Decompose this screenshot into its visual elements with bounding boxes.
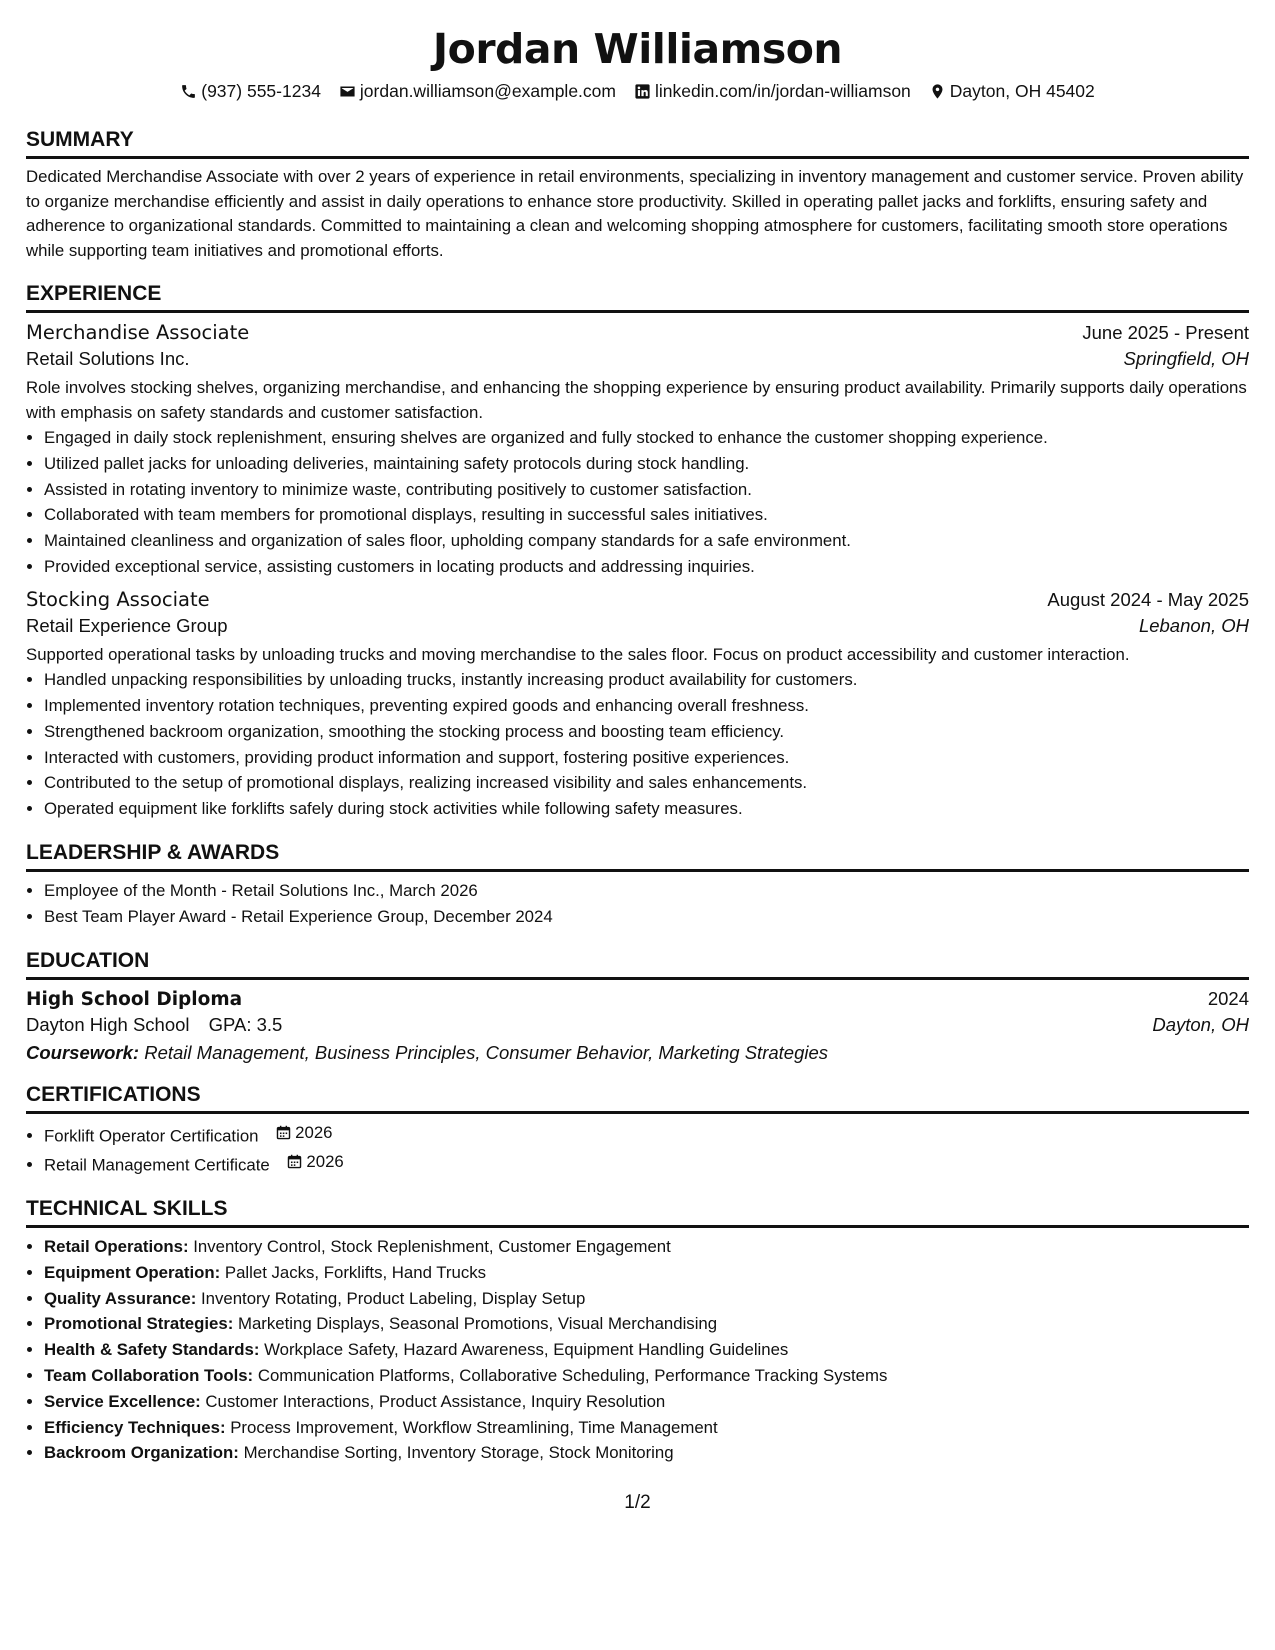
list-item: • Provided exceptional service, assisting customers in locating products and addressing inquiries. [44, 554, 1249, 580]
list-item [44, 1286, 1249, 1312]
certification-name: Retail Management Certificate [44, 1155, 270, 1175]
list-item: • Assisted in rotating inventory to minimize waste, contributing positively to customer satisfaction. [44, 477, 1249, 503]
calendar-icon [275, 1124, 292, 1141]
list-item [44, 1234, 1249, 1260]
job-description: Supported operational tasks by unloading trucks and moving merchandise to the sales floor. Focus on product accessibility and customer interaction. [26, 644, 1130, 664]
phone-text: (937) 555-1234 [201, 81, 321, 101]
skill-label: Team Collaboration Tools: [44, 1366, 254, 1386]
education-location: Dayton, OH [1152, 1013, 1249, 1035]
education-section [26, 948, 1249, 1064]
skills-list [26, 1234, 1249, 1466]
awards-list [26, 878, 1249, 930]
skill-label: Health & Safety Standards: [44, 1340, 260, 1360]
skill-label: Quality Assurance: [44, 1288, 197, 1308]
education-coursework [26, 1042, 1249, 1064]
skill-value: Workplace Safety, Hazard Awareness, Equipment Handling Guidelines [264, 1340, 789, 1360]
job-location: Springfield, OH [1123, 348, 1249, 369]
coursework-label: Coursework: [26, 1041, 140, 1063]
job-company: Retail Solutions Inc. [26, 348, 190, 369]
leadership-section [26, 840, 1249, 930]
list-item: • Best Team Player Award - Retail Experience Group, December 2024 [44, 904, 1249, 930]
list-item [44, 1149, 1249, 1178]
education-year: 2024 [1207, 987, 1249, 1009]
map-pin-icon [929, 83, 946, 100]
job-bullets [26, 667, 1249, 822]
job-dates: June 2025 - Present [1082, 322, 1249, 343]
section-title-summary: SUMMARY [26, 127, 1249, 159]
skill-label: Efficiency Techniques: [44, 1417, 226, 1437]
skill-label: Service Excellence: [44, 1391, 201, 1411]
contact-location [929, 79, 1095, 103]
list-item [44, 1415, 1249, 1441]
list-item: • Strengthened backroom organization, smoothing the stocking process and boosting team efficiency. [44, 719, 1249, 745]
certification-year: 2026 [306, 1151, 344, 1171]
list-item [44, 1260, 1249, 1286]
candidate-name: Jordan Williamson [432, 25, 843, 73]
list-item: • Implemented inventory rotation techniques, preventing expired goods and enhancing overall freshness. [44, 693, 1249, 719]
list-item: • Handled unpacking responsibilities by unloading trucks, instantly increasing product availability for customers. [44, 667, 1249, 693]
certification-year: 2026 [295, 1122, 333, 1142]
certifications-list [26, 1120, 1249, 1178]
job-description: Role involves stocking shelves, organizing merchandise, and enhancing the shopping experience by ensuring product availability. Primarily supports daily operations with emphasis on safety standards and customer satisfaction. [26, 378, 1247, 422]
education-school: Dayton High School [26, 1013, 190, 1035]
linkedin-text: linkedin.com/in/jordan-williamson [654, 81, 911, 101]
section-title-experience: EXPERIENCE [26, 281, 1249, 313]
job-entry [26, 588, 1249, 822]
coursework-text: Retail Management, Business Principles, Consumer Behavior, Marketing Strategies [144, 1041, 829, 1063]
job-dates: August 2024 - May 2025 [1047, 588, 1249, 610]
skill-value: Pallet Jacks, Forklifts, Hand Trucks [224, 1262, 486, 1282]
list-item [44, 1363, 1249, 1389]
list-item: • Engaged in daily stock replenishment, ensuring shelves are organized and fully stocked to enhance the customer shopping experience. [44, 425, 1249, 451]
contact-email[interactable] [339, 79, 616, 103]
skill-label: Retail Operations: [44, 1237, 189, 1257]
list-item: • Operated equipment like forklifts safely during stock activities while following safety measures. [44, 796, 1249, 822]
email-text: jordan.williamson@example.com [359, 81, 616, 101]
section-title-certifications: CERTIFICATIONS [26, 1082, 1249, 1114]
education-degree: High School Diploma [26, 988, 243, 1010]
skill-value: Marketing Displays, Seasonal Promotions, Visual Merchandising [237, 1314, 718, 1334]
summary-text: Dedicated Merchandise Associate with over 2 years of experience in retail environments, specializing in inventory management and customer service. Proven ability to organize merchandise efficiently and assist in daily operations to enhance store productivity. Skilled in operating pallet jacks and forklifts, ensuring safety and adherence to organizational standards. Committed to maintaining a clean and welcoming shopping atmosphere for customers, facilitating smooth store operations while supporting team initiatives and promotional efforts. [26, 167, 1244, 260]
skill-value: Inventory Control, Stock Replenishment, Customer Engagement [193, 1237, 671, 1257]
job-entry [26, 321, 1249, 580]
list-item: • Collaborated with team members for promotional displays, resulting in successful sales initiatives. [44, 502, 1249, 528]
skill-label: Equipment Operation: [44, 1262, 221, 1282]
calendar-icon [286, 1153, 303, 1170]
job-location: Lebanon, OH [1138, 614, 1249, 636]
contact-bar [26, 79, 1249, 103]
list-item [44, 1389, 1249, 1415]
skill-value: Inventory Rotating, Product Labeling, Display Setup [201, 1288, 586, 1308]
list-item [44, 1337, 1249, 1363]
skills-section [26, 1196, 1249, 1466]
envelope-icon [339, 83, 356, 100]
skill-value: Process Improvement, Workflow Streamlining, Time Management [230, 1417, 718, 1437]
linkedin-icon [634, 83, 651, 100]
list-item: • Contributed to the setup of promotional displays, realizing increased visibility and sales enhancements. [44, 770, 1249, 796]
job-bullets [26, 425, 1249, 580]
contact-phone[interactable] [180, 79, 321, 103]
summary-section [26, 127, 1249, 263]
phone-icon [180, 83, 197, 100]
job-title: Stocking Associate [26, 587, 210, 611]
certifications-section [26, 1082, 1249, 1178]
list-item: • Employee of the Month - Retail Solutions Inc., March 2026 [44, 878, 1249, 904]
section-title-skills: TECHNICAL SKILLS [26, 1196, 1249, 1228]
location-text: Dayton, OH 45402 [949, 81, 1095, 101]
section-title-education: EDUCATION [26, 948, 1249, 980]
contact-linkedin[interactable] [634, 79, 911, 103]
list-item [44, 1311, 1249, 1337]
education-gpa: GPA: 3.5 [208, 1013, 283, 1035]
skill-label: Backroom Organization: [44, 1443, 239, 1463]
skill-value: Customer Interactions, Product Assistance, Inquiry Resolution [205, 1391, 666, 1411]
list-item [44, 1120, 1249, 1149]
list-item: • Utilized pallet jacks for unloading deliveries, maintaining safety protocols during stock handling. [44, 451, 1249, 477]
skill-value: Communication Platforms, Collaborative Scheduling, Performance Tracking Systems [257, 1366, 888, 1386]
page-number: 1/2 [624, 1492, 651, 1513]
skill-value: Merchandise Sorting, Inventory Storage, Stock Monitoring [243, 1443, 674, 1463]
list-item: • Interacted with customers, providing product information and support, fostering positive experiences. [44, 745, 1249, 771]
job-title: Merchandise Associate [26, 321, 250, 344]
experience-section [26, 281, 1249, 822]
section-title-leadership: LEADERSHIP & AWARDS [26, 840, 1249, 872]
certification-name: Forklift Operator Certification [44, 1126, 259, 1146]
job-company: Retail Experience Group [26, 614, 228, 636]
list-item: • Maintained cleanliness and organization of sales floor, upholding company standards for a safe environment. [44, 528, 1249, 554]
list-item [44, 1440, 1249, 1466]
skill-label: Promotional Strategies: [44, 1314, 234, 1334]
